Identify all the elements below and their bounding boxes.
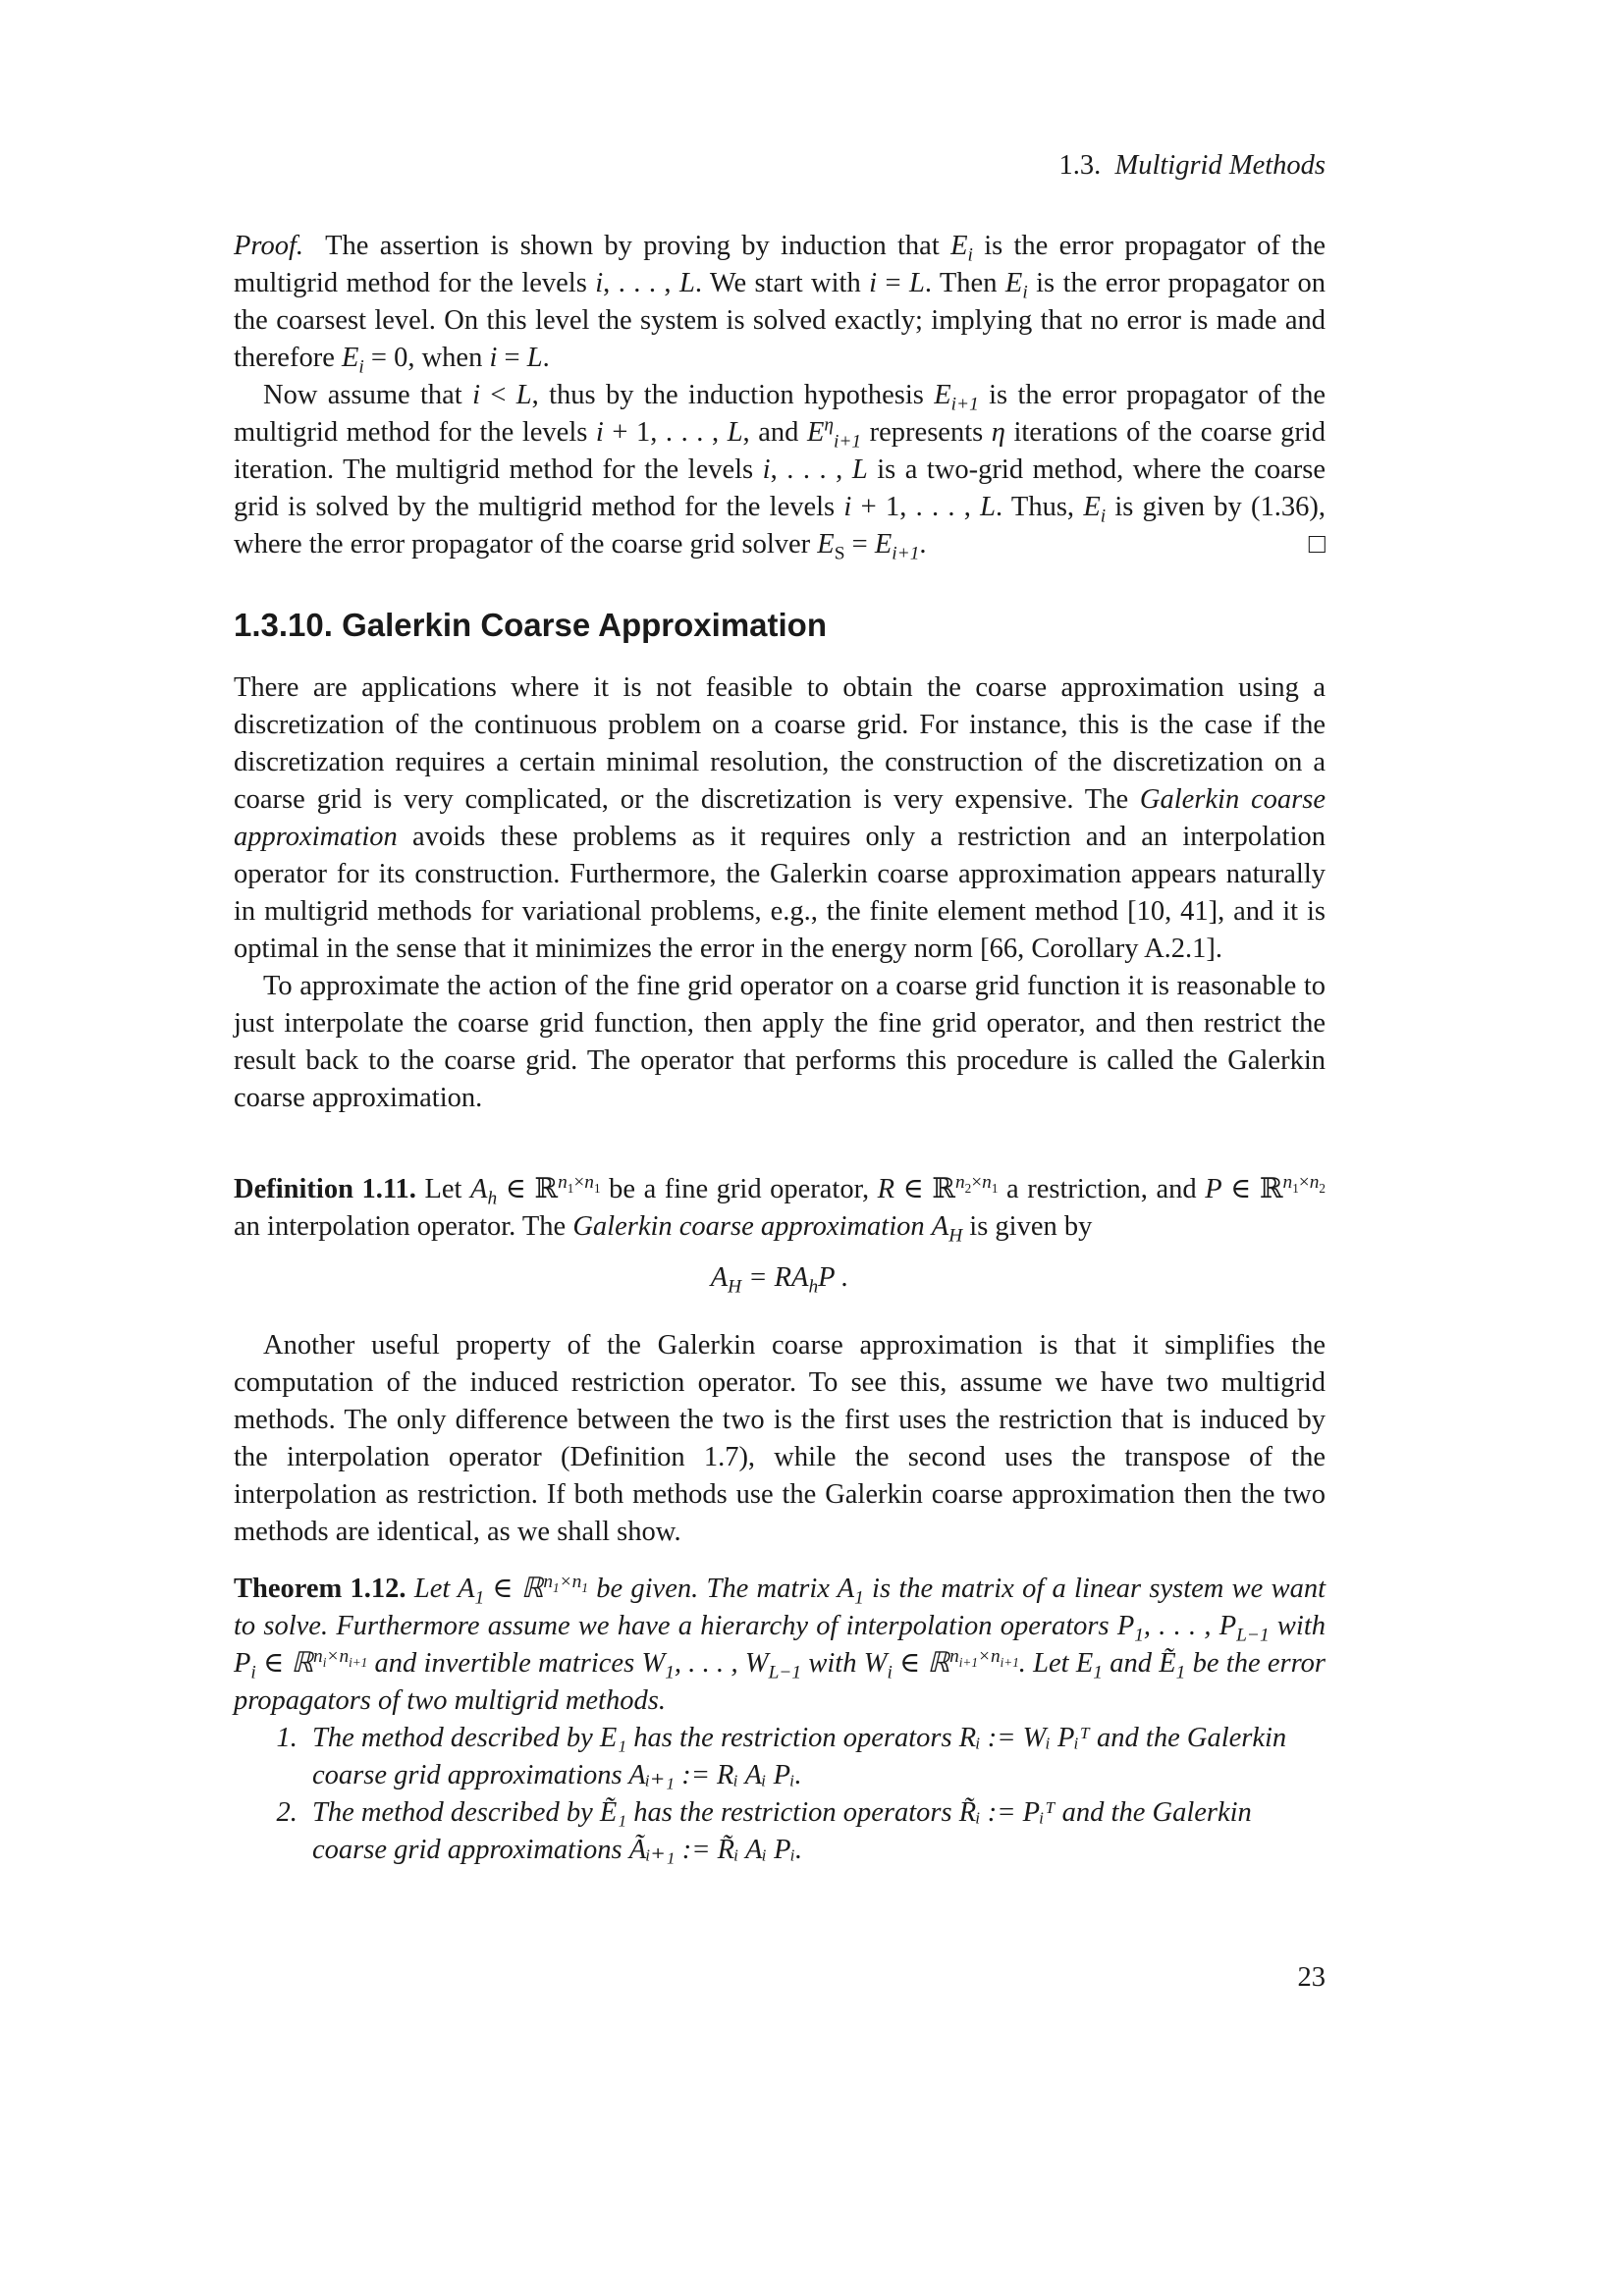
galerkin-term: Galerkin coarse approximation [234, 784, 1326, 852]
running-head: 1.3. Multigrid Methods [1058, 150, 1326, 181]
section-body [234, 669, 1326, 1117]
definition-text: Definition 1.11. Let $A_h$ ∈ ℝ$^{n_1\times n_1}$ be a fine grid operator, R ∈ ℝ$^{n_2\times n_1}$ a restriction, and P ∈ ℝ$^{n_1\times n_2}$ an interpolation operator. The Galerkin coarse approximation $A_H$ is given by [234, 1171, 1326, 1247]
definition-block [234, 1171, 1326, 1297]
theorem-item-2: 2. The method described by Ẽ₁ has the restriction operators R̃ᵢ := Pᵢᵀ and the Galerkin coarse grid approximations Ãᵢ₊₁ := R̃ᵢ Aᵢ Pᵢ. [304, 1794, 1326, 1869]
theorem-list [234, 1720, 1326, 1869]
section-heading: 1.3.10. Galerkin Coarse Approximation [234, 607, 827, 643]
definition-label: Definition 1.11. [234, 1174, 416, 1204]
section-block [234, 607, 1326, 644]
theorem-text: Theorem 1.12. Let $A_1$ ∈ ℝ$^{n_1\times n_1}$ be given. The matrix $A_1$ is the matrix of a linear system we want to solve. Furthermore assume we have a hierarchy of interpolation operators $P_1$, . . . , $P_{L-1}$ with $P_i$ ∈ ℝ$^{n_i\times n_{i+1}}$ and invertible matrices $W_1$, . . . , $W_{L-1}$ with $W_i$ ∈ ℝ$^{n_{i+1}\times n_{i+1}}$. Let $E_1$ and Ẽ$_1$ be the error propagators of two multigrid methods. [234, 1571, 1326, 1716]
page-number: 23 [1297, 1962, 1326, 1993]
proof-paragraph-1: Proof. The assertion is shown by proving by induction that $E_i$ is the error propagator of the multigrid method for the levels i, . . . , L. We start with i = L. Then $E_i$ is the error propagator on the coarsest level. On this level the system is solved exactly; implying that no error is made and therefore $E_i = 0$, when i = L. [234, 231, 1326, 378]
section-paragraph-1 [234, 669, 1326, 968]
theorem-block [234, 1571, 1326, 1869]
section-p1-end: avoids these problems as it requires only a restriction and an interpolation operator for its construction. Furthermore, the Galerkin coarse approximation appears naturally in multigrid methods for variational problems, e.g., the finite element method [10, 41], and it is optimal in the sense that it minimizes the error in the energy norm [66, Corollary A.2.1]. [234, 822, 1326, 964]
proof-label: Proof. [234, 231, 303, 261]
definition-term: Galerkin coarse approximation [572, 1211, 925, 1242]
proof-block [234, 228, 1326, 563]
section-paragraph-2: To approximate the action of the fine grid operator on a coarse grid function it is reasonable to just interpolate the coarse grid function, then apply the fine grid operator, and then restrict the result back to the coarse grid. The operator that performs this procedure is called the Galerkin coarse approximation. [234, 971, 1326, 1113]
after-definition-paragraph: Another useful property of the Galerkin coarse approximation is that it simplifies the computation of the induced restriction operator. To see this, assume we have two multigrid methods. The only difference between the two is the first uses the restriction that is induced by the interpolation operator (Definition 1.7), while the second uses the transpose of the interpolation as restriction. If both methods use the Galerkin coarse approximation then the two methods are identical, as we shall show. [234, 1330, 1326, 1547]
section-p1-start: There are applications where it is not feasible to obtain the coarse approximation using a discretization of the continuous problem on a coarse grid. For instance, this is the case if the discretization requires a certain minimal resolution, the construction of the discretization on a coarse grid is very complicated, or the discretization is very expensive. The [234, 672, 1326, 815]
theorem-item-1: 1. The method described by E₁ has the restriction operators Rᵢ := Wᵢ Pᵢᵀ and the Galerkin coarse grid approximations Aᵢ₊₁ := Rᵢ Aᵢ Pᵢ. [304, 1720, 1326, 1794]
theorem-label: Theorem 1.12. [234, 1574, 406, 1604]
definition-equation: $A_H = RA_hP$ . [710, 1262, 849, 1298]
after-definition-block [234, 1327, 1326, 1551]
proof-paragraph-2: Now assume that i < L, thus by the induction hypothesis $E_{i+1}$ is the error propagator of the multigrid method for the levels i + 1, . . . , L, and $E^\eta_{i+1}$ represents η iterations of the coarse grid iteration. The multigrid method for the levels i, . . . , L is a two-grid method, where the coarse grid is solved by the multigrid method for the levels i + 1, . . . , L. Thus, $E_i$ is given by (1.36), where the error propagator of the coarse grid solver $E_S = E_{i+1}$. □ [234, 380, 1326, 564]
qed-symbol: □ [1308, 529, 1326, 560]
